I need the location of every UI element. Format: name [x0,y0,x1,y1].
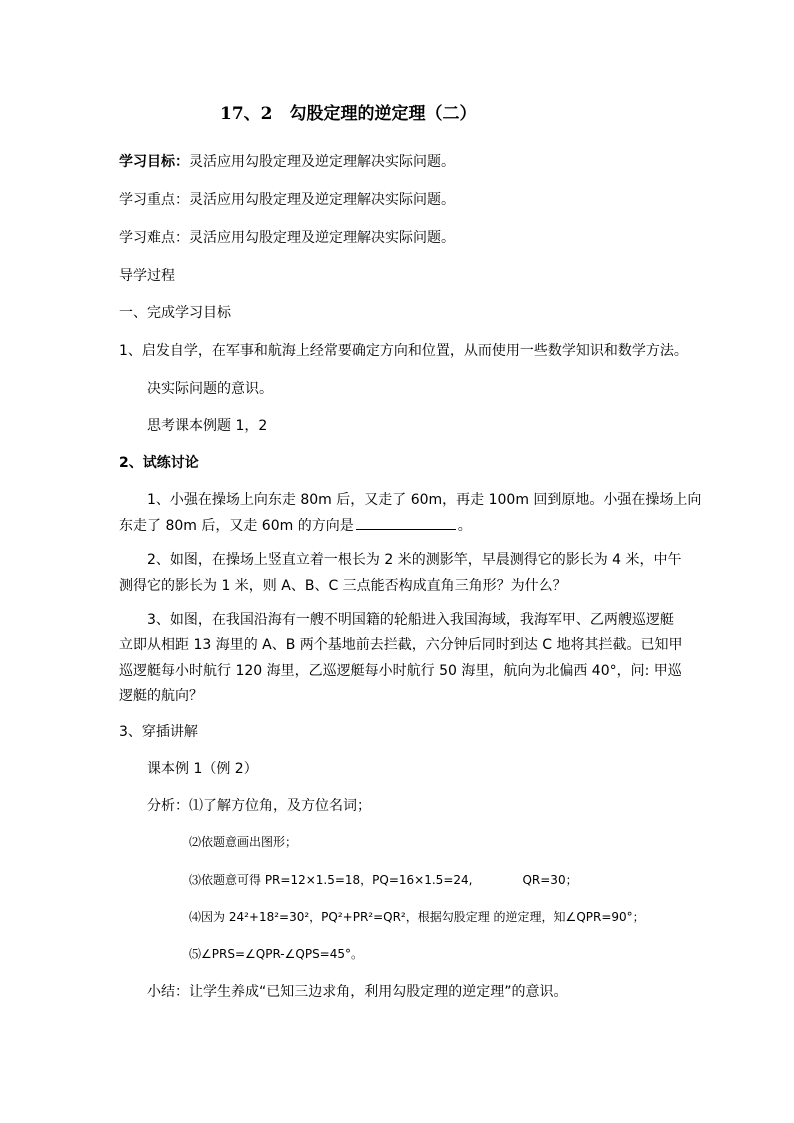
question3-line3: 巡逻艇每小时航行 120 海里，乙巡逻艇每小时航行 50 海里，航向为北偏西 40°，问: 甲巡 [119,663,682,679]
learning-key-label: 学习重点： [119,192,189,208]
analysis-step3-part2: QR=30； [522,873,578,887]
summary: 小结：让学生养成“已知三边求角，利用勾股定理的逆定理”的意识。 [147,984,568,1000]
analysis-step3-part1: ⑶依题意可得 PR=12×1.5=18，PQ=16×1.5=24, [189,873,473,887]
page-title: 17、2 勾股定理的逆定理（二） [220,104,477,124]
section3-heading: 3、穿插讲解 [119,724,198,740]
analysis-step5: ⑸∠PRS=∠QPR-∠QPS=45°。 [189,947,364,961]
question1-line2 [119,515,472,536]
section1-think: 思考课本例题 1，2 [147,418,268,434]
analysis-step1-line [147,796,371,816]
learning-target-text: 灵活应用勾股定理及逆定理解决实际问题。 [189,154,455,170]
answer-blank [356,515,456,530]
learning-target [119,152,455,172]
question3-line1: 3、如图，在我国沿海有一艘不明国籍的轮船进入我国海域，我海军甲、乙两艘巡逻艇 [147,612,674,628]
question2-line2: 测得它的影长为 1 米，则 A、B、C 三点能否构成直角三角形？为什么？ [119,578,567,594]
question1-end: 。 [457,518,472,534]
analysis-step2: ⑵依题意画出图形； [189,835,298,849]
analysis-step4: ⑷因为 24²+18²=30²，PQ²+PR²=QR²，根据勾股定理 的逆定理，知∠QPR=90°； [189,910,645,924]
process-heading: 导学过程 [119,268,175,284]
section1-item1: 1、启发自学，在军事和航海上经常要确定方向和位置，从而使用一些数学知识和数学方法。 [119,343,688,359]
question3-line4: 逻艇的航向？ [119,688,203,704]
learning-key-text: 灵活应用勾股定理及逆定理解决实际问题。 [189,192,455,208]
analysis-label: 分析： [147,798,189,814]
learning-key-point [119,190,455,210]
learning-difficulty-text: 灵活应用勾股定理及逆定理解决实际问题。 [189,230,455,246]
section1-heading: 一、完成学习目标 [119,305,231,321]
question3-line2: 立即从相距 13 海里的 A、B 两个基地前去拦截，六分钟后同时到达 C 地将其拦截。已知甲 [119,637,683,653]
textbook-example: 课本例 1（例 2） [147,761,258,777]
question1-text: 东走了 80m 后，又走 60m 的方向是 [119,518,354,534]
section2-heading: 2、试练讨论 [119,455,199,471]
learning-target-label: 学习目标： [119,154,189,170]
question2-line1: 2、如图，在操场上竖直立着一根长为 2 米的测影竿，早晨测得它的影长为 4 米，中午 [147,552,682,568]
analysis-step1: ⑴了解方位角，及方位名词； [189,798,371,814]
question1-line1: 1、小强在操场上向东走 80m 后，又走了 60m，再走 100m 回到原地。小强在操场上向 [147,492,702,508]
learning-difficulty-label: 学习难点： [119,230,189,246]
learning-difficulty [119,228,455,248]
section1-item1-continuation: 决实际问题的意识。 [147,381,273,397]
analysis-step3 [189,870,578,890]
